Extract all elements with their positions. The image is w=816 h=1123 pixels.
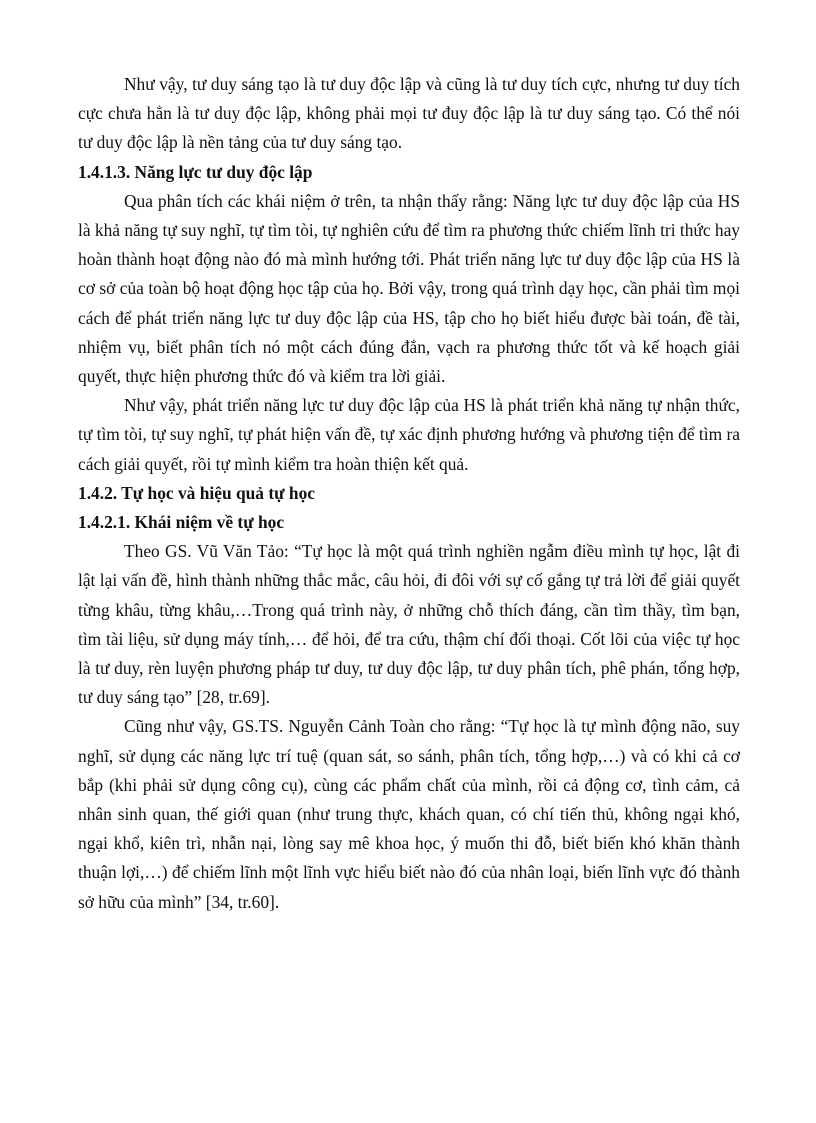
heading-section-1-4-2: 1.4.2. Tự học và hiệu quả tự học [78,482,316,503]
paragraph-independent-thinking-ability: Qua phân tích các khái niệm ở trên, ta nhận thấy rằng: Năng lực tư duy độc lập của HS là khả năng tự suy nghĩ, tự tìm tòi, tự nghiên cứu để tìm ra phương thức chiếm lĩnh tri thức hay hoàn thành hoạt động nào đó mà mình hướng tới. Phát triển năng lực tư duy độc lập của HS là cơ sở của toàn bộ hoạt động học tập của họ. Bởi vậy, trong quá trình dạy học, cần phải tìm mọi cách để phát triển năng lực tư duy độc lập của HS, tập cho họ biết hiểu được bài toán, đề tài, nhiệm vụ, biết phân tích nó một cách đúng đắn, vạch ra phương thức tốt và kế hoạch giải quyết, thực hiện phương thức đó và kiểm tra lời giải. [78,190,740,387]
heading-section-1-4-2-1: 1.4.2.1. Khái niệm về tự học [78,512,285,533]
heading-section-1-4-1-3: 1.4.1.3. Năng lực tư duy độc lập [78,161,313,182]
paragraph-independent-thinking-summary: Như vậy, tư duy sáng tạo là tư duy độc lập và cũng là tư duy tích cực, nhưng tư duy tích cực chưa hẳn là tư duy độc lập, không phải mọi tư đuy độc lập là tư duy sáng tạo. Có thể nói tư duy độc lập là nền tảng của tư duy sáng tạo. [78,74,740,153]
paragraph-developing-ability: Như vậy, phát triển năng lực tư duy độc lập của HS là phát triển khả năng tự nhận thức, tự tìm tòi, tự suy nghĩ, tự phát hiện vấn đề, tự xác định phương hướng và phương tiện để tìm ra cách giải quyết, rồi tự mình kiểm tra hoàn thiện kết quả. [78,395,740,474]
paragraph-vu-van-tao-quote: Theo GS. Vũ Văn Tảo: “Tự học là một quá trình nghiền ngẫm điều mình tự học, lật đi lật lại vấn đề, hình thành những thắc mắc, câu hỏi, đi đôi với sự cố gắng tự trả lời để giải quyết từng khâu, từng khâu,…Trong quá trình này, ở những chỗ thích đáng, cần tìm thầy, tìm bạn, tìm tài liệu, sử dụng máy tính,… để hỏi, để tra cứu, thậm chí đối thoại. Cốt lõi của việc tự học là tư duy, rèn luyện phương pháp tư duy, tư duy độc lập, tư duy phân tích, phê phán, tổng hợp, tư duy sáng tạo” [28, tr.69]. [78,541,740,708]
document-page [78,70,740,917]
paragraph-nguyen-canh-toan-quote: Cũng như vậy, GS.TS. Nguyễn Cảnh Toàn cho rằng: “Tự học là tự mình động não, suy nghĩ, sử dụng các năng lực trí tuệ (quan sát, so sánh, phân tích, tổng hợp,…) và có khi cả cơ bắp (khi phải sử dụng công cụ), cùng các phẩm chất của mình, rồi cả động cơ, tình cảm, cả nhân sinh quan, thế giới quan (như trung thực, khách quan, có chí tiến thủ, không ngại khó, ngại khổ, kiên trì, nhẫn nại, lòng say mê khoa học, ý muốn thi đỗ, biết biến khó khăn thành thuận lợi,…) để chiếm lĩnh một lĩnh vực hiểu biết nào đó của nhân loại, biến lĩnh vực đó thành sở hữu của mình” [34, tr.60]. [78,716,740,912]
